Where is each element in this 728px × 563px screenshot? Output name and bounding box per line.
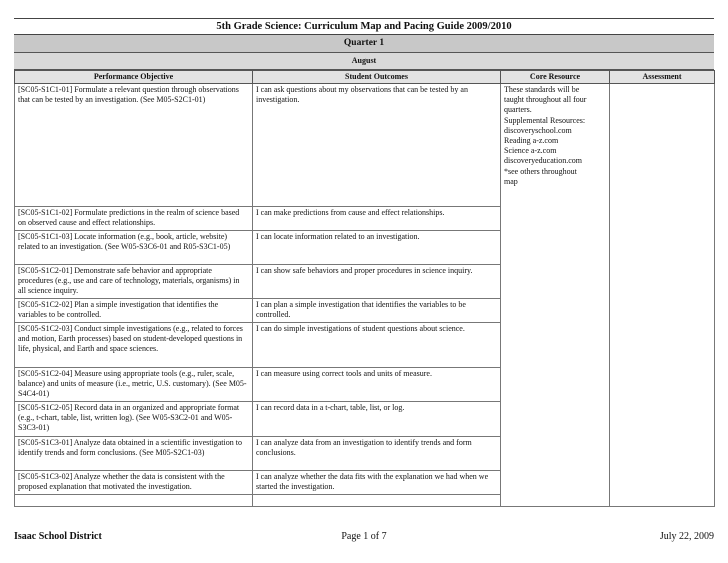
assessment-cell — [610, 323, 715, 368]
resource-line: Supplemental Resources: — [504, 115, 586, 125]
outcome-cell: I can plan a simple investigation that identifies the variables to be controlled. — [253, 299, 501, 323]
outcome-cell: I can ask questions about my observations that can be tested by an investigation. — [253, 84, 501, 207]
page-title: 5th Grade Science: Curriculum Map and Pacing Guide 2009/2010 — [14, 18, 714, 35]
outcome-cell: I can analyze whether the data fits with the explanation we had when we started the investigation. — [253, 471, 501, 495]
core-resource-cell — [501, 299, 610, 323]
table-row — [15, 368, 715, 402]
table-row — [15, 84, 715, 207]
assessment-cell — [610, 207, 715, 231]
objective-cell — [15, 495, 253, 507]
assessment-cell — [610, 471, 715, 495]
assessment-cell — [610, 299, 715, 323]
assessment-cell — [610, 368, 715, 402]
table-row — [15, 207, 715, 231]
outcome-cell: I can do simple investigations of student questions about science. — [253, 323, 501, 368]
core-resource-cell — [501, 231, 610, 265]
core-resource-cell — [501, 265, 610, 299]
outcome-cell: I can analyze data from an investigation to identify trends and form conclusions. — [253, 437, 501, 471]
objective-cell: [SC05-S1C2-05] Record data in an organized and appropriate format (e.g., t-chart, table, list, written log). (See W05-S3C2-01 and W05-S3C3-01) — [15, 402, 253, 437]
footer-date: July 22, 2009 — [659, 531, 714, 542]
core-resource-cell — [501, 207, 610, 231]
outcome-cell: I can show safe behaviors and proper procedures in science inquiry. — [253, 265, 501, 299]
column-header-assessment: Assessment — [610, 71, 715, 84]
resource-link: Reading a-z.com — [504, 136, 559, 146]
footer-district: Isaac School District — [14, 531, 102, 542]
table-row — [15, 402, 715, 437]
table-row — [15, 299, 715, 323]
outcome-cell: I can measure using correct tools and units of measure. — [253, 368, 501, 402]
resource-line: taught throughout all four — [504, 95, 587, 105]
resource-line: These standards will be — [504, 85, 580, 94]
core-resource-cell — [501, 323, 610, 368]
resource-link: discoveryschool.com — [504, 125, 572, 135]
resource-link: Science a-z.com — [504, 146, 557, 156]
curriculum-sheet — [14, 18, 714, 507]
objective-cell: [SC05-S1C1-02] Formulate predictions in the realm of science based on observed cause and effect relationships. — [15, 207, 253, 231]
assessment-cell — [610, 495, 715, 507]
core-resource-cell — [501, 495, 610, 507]
column-header-resource: Core Resource — [501, 71, 610, 84]
month-header: August — [14, 53, 714, 70]
objective-cell: [SC05-S1C3-02] Analyze whether the data is consistent with the proposed explanation that motivated the investigation. — [15, 471, 253, 495]
outcome-cell: I can locate information related to an investigation. — [253, 231, 501, 265]
assessment-cell — [610, 402, 715, 437]
objective-cell: [SC05-S1C2-03] Conduct simple investigations (e.g., related to forces and motion, Earth processes) based on student-developed questions in life, physical, and Earth and space sciences. — [15, 323, 253, 368]
core-resource-cell — [501, 402, 610, 437]
objective-cell: [SC05-S1C2-04] Measure using appropriate tools (e.g., ruler, scale, balance) and units of measure (i.e., metric, U.S. customary). (See M05-S4C4-01) — [15, 368, 253, 402]
assessment-cell — [610, 437, 715, 471]
footer-page-number: Page 1 of 7 — [341, 531, 387, 542]
resource-line: map — [504, 176, 518, 186]
resource-line: quarters. — [504, 105, 532, 115]
assessment-cell — [610, 84, 715, 207]
table-row — [15, 231, 715, 265]
core-resource-cell — [501, 84, 610, 207]
core-resource-cell — [501, 368, 610, 402]
column-header-outcomes: Student Outcomes — [253, 71, 501, 84]
table-row — [15, 437, 715, 471]
table-row — [15, 323, 715, 368]
quarter-header: Quarter 1 — [14, 35, 714, 53]
outcome-cell: I can make predictions from cause and effect relationships. — [253, 207, 501, 231]
curriculum-table — [14, 70, 715, 507]
page-footer — [14, 531, 714, 545]
assessment-cell — [610, 265, 715, 299]
table-row — [15, 265, 715, 299]
resource-link: discoveryeducation.com — [504, 156, 582, 166]
table-header-row — [15, 71, 715, 84]
objective-cell: [SC05-S1C2-02] Plan a simple investigation that identifies the variables to be controlled. — [15, 299, 253, 323]
assessment-cell — [610, 231, 715, 265]
core-resource-cell — [501, 437, 610, 471]
objective-cell: [SC05-S1C3-01] Analyze data obtained in a scientific investigation to identify trends and form conclusions. (See M05-S2C1-03) — [15, 437, 253, 471]
table-row — [15, 495, 715, 507]
objective-cell: [SC05-S1C2-01] Demonstrate safe behavior and appropriate procedures (e.g., use and care of technology, materials, organisms) in all science inquiry. — [15, 265, 253, 299]
table-row — [15, 471, 715, 495]
resource-line: *see others throughout — [504, 166, 577, 176]
column-header-objective: Performance Objective — [15, 71, 253, 84]
outcome-cell: I can record data in a t-chart, table, list, or log. — [253, 402, 501, 437]
objective-cell: [SC05-S1C1-03] Locate information (e.g., book, article, website) related to an investigation. (See W05-S3C6-01 and R05-S3C1-05) — [15, 231, 253, 265]
core-resource-cell — [501, 471, 610, 495]
outcome-cell — [253, 495, 501, 507]
objective-cell: [SC05-S1C1-01] Formulate a relevant question through observations that can be tested by an investigation. (See M05-S2C1-01) — [15, 84, 253, 207]
